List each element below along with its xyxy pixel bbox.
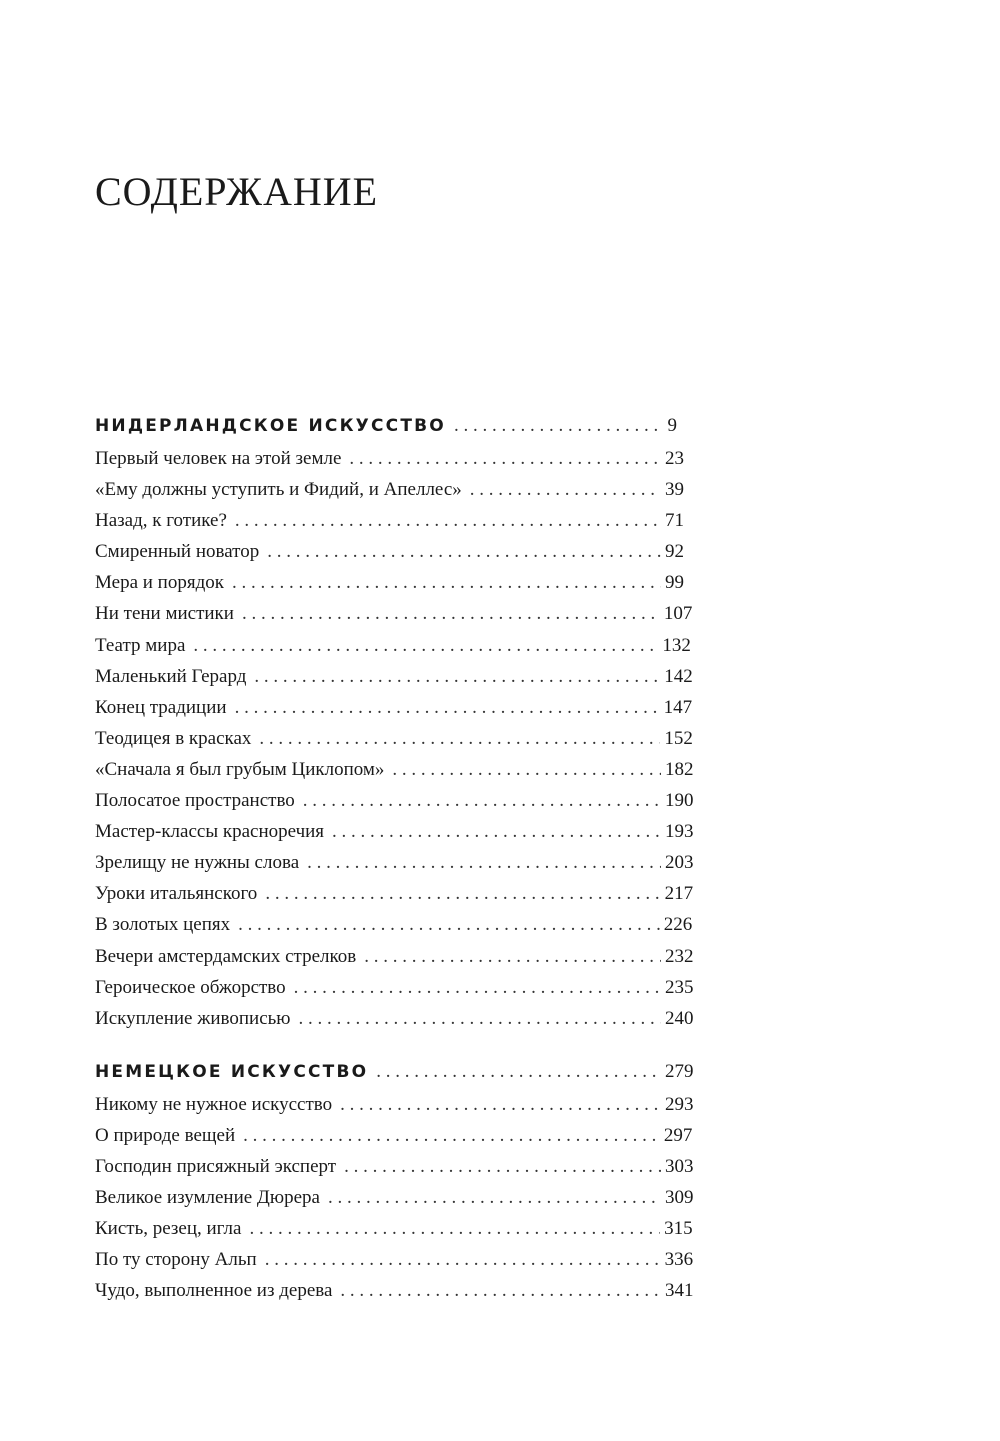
toc-entry-page-number: 240 [665,1007,694,1029]
dot-leader [454,408,661,443]
dot-leader [265,1244,661,1275]
toc-entry[interactable] [95,474,684,505]
section-heading-title: НЕМЕЦКОЕ ИСКУССТВО [95,1061,369,1082]
toc-entry[interactable] [95,723,693,754]
toc-entry-title: Никому не нужное искусство [95,1093,333,1115]
toc-entry[interactable] [95,661,693,692]
toc-entry-page-number: 303 [665,1155,694,1177]
toc-entry[interactable] [95,1182,694,1213]
dot-leader [470,474,661,505]
toc-entry-title: Конец традиции [95,696,227,718]
toc-entry-page-number: 315 [664,1218,693,1240]
toc-entry-page-number: 152 [664,727,693,749]
table-of-contents [95,408,694,1306]
toc-entry[interactable] [95,443,684,474]
toc-entry[interactable] [95,754,694,785]
dot-leader [307,847,661,878]
dot-leader [265,878,660,909]
toc-entry-title: По ту сторону Альп [95,1249,257,1271]
dot-leader [344,1151,661,1182]
toc-entry-title: Полосатое пространство [95,790,295,812]
toc-entry-page-number: 297 [663,1124,693,1146]
toc-section [95,408,694,1034]
toc-entry-page-number: 147 [663,696,693,718]
section-heading[interactable] [95,408,677,443]
toc-entry[interactable] [95,1213,693,1244]
toc-entry[interactable] [95,692,693,723]
toc-entry[interactable] [95,1089,694,1120]
toc-entry-page-number: 132 [662,634,691,656]
toc-entry-title: Уроки итальянского [95,883,258,905]
toc-entry[interactable] [95,505,684,536]
toc-entry-page-number: 203 [665,852,694,874]
dot-leader [303,785,661,816]
toc-entry[interactable] [95,816,694,847]
dot-leader [235,505,661,536]
toc-entry-title: Кисть, резец, игла [95,1218,242,1240]
toc-entry-page-number: 293 [665,1093,694,1115]
toc-entry-page-number: 39 [665,479,684,501]
toc-entry[interactable] [95,847,694,878]
toc-entry-title: Теодицея в красках [95,727,252,749]
toc-entry-title: Великое изумление Дюрера [95,1187,320,1209]
toc-entry-title: В золотых цепях [95,914,231,936]
toc-entry-page-number: 309 [665,1187,694,1209]
dot-leader [349,443,661,474]
toc-entry[interactable] [95,972,694,1003]
toc-entry-title: Ни тени мистики [95,603,234,625]
toc-entry-page-number: 182 [665,758,694,780]
dot-leader [340,1275,661,1306]
dot-leader [298,1003,661,1034]
toc-entry-title: О природе вещей [95,1124,236,1146]
dot-leader [238,909,660,940]
section-heading[interactable] [95,1054,694,1089]
toc-entry[interactable] [95,909,693,940]
toc-entry-title: «Ему должны уступить и Фидий, и Апеллес» [95,479,462,501]
toc-entry-page-number: 92 [665,541,684,563]
toc-entry-page-number: 217 [664,883,694,905]
toc-entry-title: Театр мира [95,634,186,656]
toc-entry-title: Героическое обжорство [95,976,286,998]
toc-entry-page-number: 235 [665,976,694,998]
toc-entry[interactable] [95,878,694,909]
dot-leader [259,723,660,754]
toc-entry-title: Искупление живописью [95,1007,291,1029]
toc-entry-title: Маленький Герард [95,665,247,687]
toc-entry-title: Первый человек на этой земле [95,448,342,469]
dot-leader [193,630,658,661]
toc-entry-title: Мастер-классы красноречия [95,821,325,843]
dot-leader [294,972,661,1003]
section-heading-page-number: 279 [665,1060,694,1082]
dot-leader [332,816,661,847]
dot-leader [242,598,660,629]
toc-entry[interactable] [95,941,694,972]
dot-leader [232,567,661,598]
dot-leader [254,661,660,692]
toc-entry-title: Господин присяжный эксперт [95,1155,337,1177]
toc-entry[interactable] [95,1003,694,1034]
toc-entry-page-number: 107 [663,603,693,625]
toc-section [95,1054,694,1307]
toc-entry-title: Чудо, выполненное из дерева [95,1280,333,1302]
toc-entry[interactable] [95,536,684,567]
toc-entry[interactable] [95,1120,693,1151]
dot-leader [340,1089,661,1120]
toc-entry[interactable] [95,1275,694,1306]
dot-leader [392,754,661,785]
toc-entry[interactable] [95,1244,694,1275]
section-heading-title: НИДЕРЛАНДСКОЕ ИСКУССТВО [95,416,446,436]
toc-entry-title: Назад, к готике? [95,510,227,532]
dot-leader [376,1054,661,1089]
toc-entry-title: Мера и порядок [95,572,224,594]
toc-entry-page-number: 23 [665,448,684,469]
toc-entry[interactable] [95,630,691,661]
toc-entry-page-number: 193 [665,821,694,843]
dot-leader [328,1182,661,1213]
toc-entry-page-number: 226 [663,914,693,936]
dot-leader [249,1213,660,1244]
toc-entry[interactable] [95,598,693,629]
toc-entry-page-number: 341 [665,1280,694,1302]
toc-entry-title: Зрелищу не нужны слова [95,852,300,874]
toc-entry[interactable] [95,1151,694,1182]
section-heading-page-number: 9 [667,415,677,436]
dot-leader [243,1120,660,1151]
dot-leader [267,536,661,567]
toc-entry-title: Вечери амстердамских стрелков [95,945,357,967]
toc-entry-page-number: 190 [665,790,694,812]
dot-leader [364,941,661,972]
toc-entry-page-number: 336 [664,1249,694,1271]
toc-entry-title: «Сначала я был грубым Циклопом» [95,758,385,780]
toc-entry[interactable] [95,567,684,598]
toc-entry[interactable] [95,785,694,816]
toc-entry-page-number: 99 [665,572,684,594]
toc-entry-page-number: 71 [665,510,684,532]
toc-entry-title: Смиренный новатор [95,541,260,563]
dot-leader [235,692,660,723]
toc-entry-page-number: 142 [664,665,693,687]
page-title: СОДЕРЖАНИЕ [95,169,379,214]
toc-entry-page-number: 232 [665,945,694,967]
